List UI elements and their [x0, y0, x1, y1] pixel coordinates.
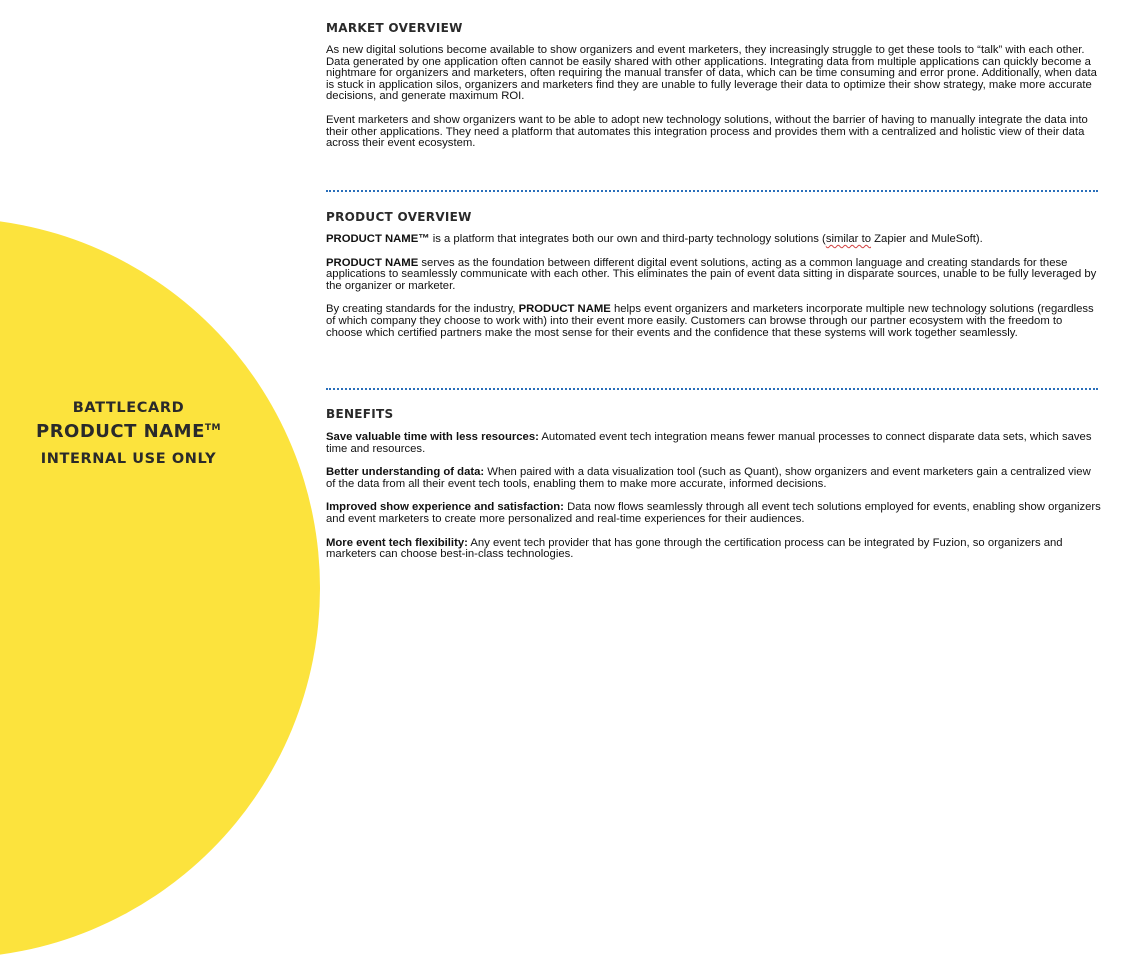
market-paragraph-1: As new digital solutions become available to show organizers and event marketers, they increasingly struggle to get these tools to “talk” with each other. Data generated by one application often cannot be easily shared with other applications. Integrating data from multiple applications can quickly become a nightmare for organizers and marketers, often requiring the manual transfer of data, which can be time consuming and error prone. Additionally, when data is stuck in application silos, organizers and marketers find they are unable to fully leverage their data to optimize their show strategy, make more accurate decisions, and generate maximum ROI.	[326, 44, 1097, 103]
product-paragraph-3: By creating standards for the industry, PRODUCT NAME helps event organizers and marketers incorporate multiple new technology solutions (regardless of which company they choose to work with) into their event more easily. Customers can browse through our partner ecosystem with the freedom to choose which certified partners make the most sense for their events and the confidence that these systems will work together seamlessly.	[326, 303, 1094, 339]
benefit-item: Improved show experience and satisfaction: Data now flows seamlessly through all event tech solutions employed for events, enabling show organizers and event marketers to create more personalized and real-time experiences for their audiences.	[326, 501, 1101, 525]
battlecard-label	[0, 400, 257, 467]
benefits-title: BENEFITS	[326, 407, 394, 421]
market-overview-section	[326, 21, 1101, 150]
yellow-quarter-circle	[0, 218, 320, 958]
product-overview-section	[326, 210, 1101, 339]
benefit-item: More event tech flexibility: Any event tech provider that has gone through the certification process can be integrated by Fuzion, so organizers and marketers can choose best-in-class technologies.	[326, 536, 1063, 561]
market-paragraph-2: Event marketers and show organizers want to be able to adopt new technology solutions, without the barrier of having to manually integrate the data into their other applications. They need a platform that automates this integration process and provides them with a centralized and holistic view of their data across their event ecosystem.	[326, 113, 1088, 150]
product-name-heading: PRODUCT NAME™	[36, 421, 221, 442]
benefit-item: Save valuable time with less resources: Automated event tech integration means fewer manual processes to connect disparate data sets, which saves time and resources.	[326, 431, 1092, 455]
benefits-section	[326, 407, 1101, 561]
product-paragraph-1: PRODUCT NAME™ is a platform that integrates both our own and third-party technology solutions (similar to Zapier and MuleSoft).	[326, 233, 983, 245]
trademark-mark: TM	[204, 423, 221, 433]
product-overview-title: PRODUCT OVERVIEW	[326, 210, 472, 224]
section-divider	[326, 388, 1098, 390]
spellcheck-flag: similar to	[825, 233, 872, 245]
battlecard-title: BATTLECARD	[72, 400, 185, 416]
benefit-item: Better understanding of data: When paired with a data visualization tool (such as Quant), show organizers and event marketers gain a centralized view of the data from all their event tech tools, enabling them to make more accurate, informed decisions.	[326, 466, 1091, 490]
product-paragraph-2: PRODUCT NAME serves as the foundation between different digital event solutions, acting as a common language and creating standards for these applications to seamlessly communicate with each other. This eliminates the pain of event data sitting in disparate sources, unable to be fully leveraged by the organizer or marketer.	[326, 256, 1097, 292]
market-overview-title: MARKET OVERVIEW	[326, 21, 463, 35]
section-divider	[326, 190, 1098, 192]
internal-use-label: INTERNAL USE ONLY	[40, 451, 217, 467]
